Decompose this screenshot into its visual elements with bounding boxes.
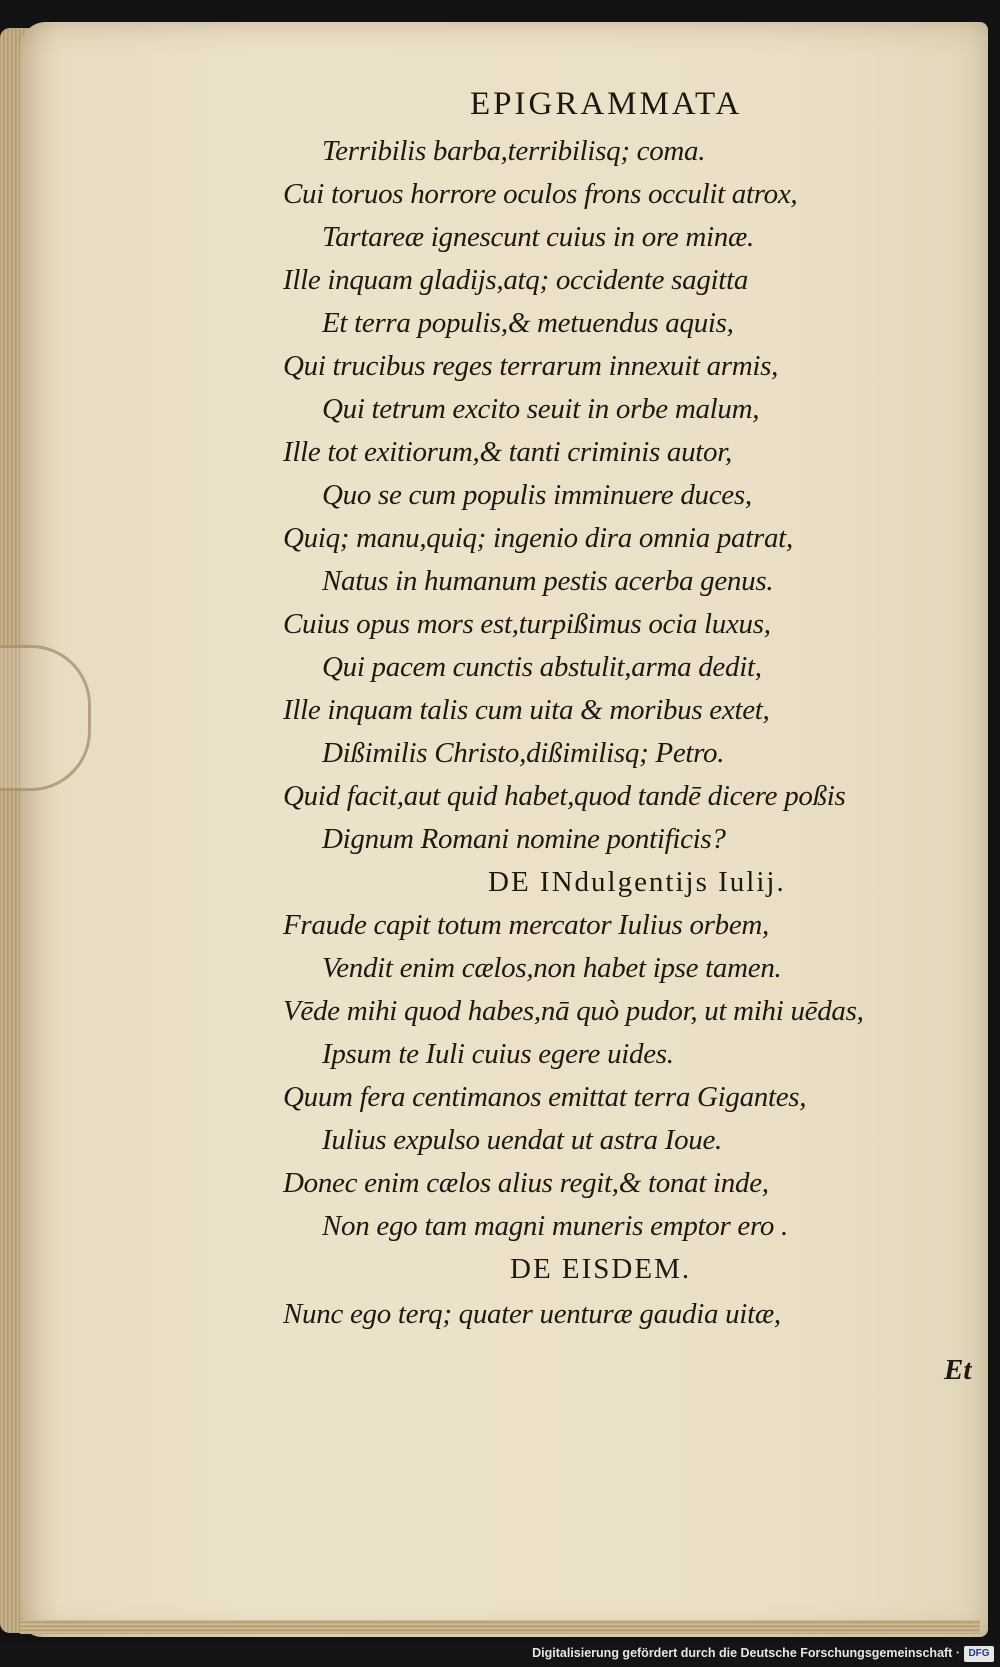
verse-line: Nunc ego terq; quater uenturæ gaudia uitæ, [283,1298,781,1330]
verse-line: Dißimilis Christo,dißimilisq; Petro. [322,737,725,769]
verse-line: Ille tot exitiorum,& tanti criminis autor, [283,436,732,468]
verse-line: Ille inquam gladijs,atq; occidente sagitta [283,264,749,296]
verse-line: Ille inquam talis cum uita & moribus extet, [283,694,770,726]
catchword: Et [944,1354,972,1386]
verse-line: Quid facit,aut quid habet,quod tandē dicere poßis [283,780,846,812]
verse-line: Dignum Romani nomine pontificis? [322,823,726,855]
verse-line: Vēde mihi quod habes,nā quò pudor, ut mihi uēdas, [283,995,864,1027]
verse-line: Qui tetrum excito seuit in orbe malum, [322,393,760,425]
footer-bar [0,1643,1000,1667]
verse-line: Ipsum te Iuli cuius egere uides. [322,1038,674,1070]
verse-line: Natus in humanum pestis acerba genus. [322,565,774,597]
running-header: EPIGRAMMATA [470,86,743,122]
section-heading: DE EISDEM. [510,1253,692,1285]
verse-line: Qui pacem cunctis abstulit,arma dedit, [322,651,762,683]
verse-line: Quiq; manu,quiq; ingenio dira omnia patrat, [283,522,793,554]
page-edge-bottom [20,1620,980,1634]
verse-line: Cui toruos horrore oculos frons occulit atrox, [283,178,798,210]
section-heading: DE INdulgentijs Iulij. [488,866,786,898]
verse-line: Donec enim cælos alius regit,& tonat inde, [283,1167,769,1199]
verse-line: Quum fera centimanos emittat terra Gigantes, [283,1081,807,1113]
page-clip [0,645,91,791]
verse-line: Cuius opus mors est,turpißimus ocia luxus, [283,608,771,640]
verse-line: Et terra populis,& metuendus aquis, [322,307,734,339]
verse-line: Fraude capit totum mercator Iulius orbem, [283,909,770,941]
verse-line: Non ego tam magni muneris emptor ero . [322,1210,788,1242]
funding-notice: Digitalisierung gefördert durch die Deutsche Forschungsgemeinschaft · [532,1646,960,1660]
verse-line: Vendit enim cælos,non habet ipse tamen. [322,952,782,984]
verse-line: Iulius expulso uendat ut astra Ioue. [322,1124,722,1156]
verse-line: Quo se cum populis imminuere duces, [322,479,752,511]
verse-line: Terribilis barba,terribilisq; coma. [322,135,706,167]
verse-line: Tartareæ ignescunt cuius in ore minæ. [322,221,754,253]
verse-line: Qui trucibus reges terrarum innexuit armis, [283,350,779,382]
dfg-logo: DFG [964,1646,994,1662]
